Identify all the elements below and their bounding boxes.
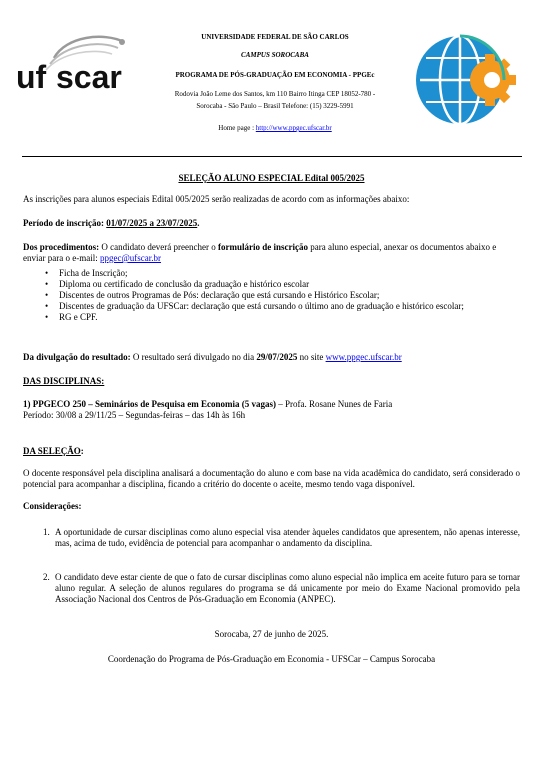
list-item: • RG e CPF. — [45, 312, 520, 323]
period-end: . — [197, 218, 200, 228]
address-line-2: Sorocaba - São Paulo – Brasil Telefone: (15) 3229-5991 — [196, 102, 354, 110]
list-item — [23, 572, 520, 605]
result-text-1: O resultado será divulgado no dia — [130, 352, 257, 362]
footer-line: Coordenação do Programa de Pós-Graduação em Economia - UFSCar – Campus Sorocaba — [107, 654, 436, 664]
globe-gear-icon — [410, 28, 520, 133]
list-item: • Discentes de outros Programas de Pós: declaração que está cursando e Histórico Escolar; — [45, 290, 520, 301]
ufscar-logo — [14, 30, 134, 105]
university-name: UNIVERSIDADE FEDERAL DE SÃO CARLOS — [201, 33, 349, 41]
homepage-line — [140, 124, 410, 133]
course-professor: – Profa. Rosane Nunes de Faria — [276, 399, 393, 409]
result-text-2: no site — [297, 352, 326, 362]
procedures-text-1: O candidato deverá preencher o — [99, 242, 219, 252]
result-date: 29/07/2025 — [256, 352, 298, 362]
item-number: 2. — [43, 572, 50, 582]
documents-list — [23, 268, 520, 323]
course-line — [23, 399, 520, 410]
list-item: • Diploma ou certificado de conclusão da graduação e histórico escolar — [45, 279, 520, 290]
consideration-item-1 — [23, 527, 520, 549]
ufscar-logo-icon — [14, 30, 134, 105]
consideration-item-2 — [23, 572, 520, 605]
intro-paragraph: As inscrições para alunos especiais Edital 005/2025 serão realizadas de acordo com as informações abaixo: — [23, 194, 410, 204]
homepage-label: Home page : — [218, 124, 255, 132]
procedures-label: Dos procedimentos: — [23, 242, 100, 252]
item-number: 1. — [43, 527, 50, 537]
item-text: O candidato deve estar ciente de que o fato de cursar disciplinas como aluno especial não implica em aceite futuro para se tornar aluno regular. A seleção de alunos regulares do programa se dá unicamente por meio do Exame Nacional promovido pela Associação Nacional dos Centros de Pós-Graduação em Economia (ANPEC). — [55, 572, 520, 604]
procedures-paragraph — [23, 242, 520, 264]
header-divider — [22, 156, 522, 157]
list-item: • Discentes de graduação da UFSCar: declaração que está cursando o último ano de graduação e histórico escolar; — [45, 301, 520, 312]
page-title: SELEÇÃO ALUNO ESPECIAL Edital 005/2025 — [178, 173, 365, 183]
procedures-text-2: para aluno especial, anexar os documentos abaixo e enviar para o e-mail: — [23, 242, 497, 263]
selection-paragraph: O docente responsável pela disciplina analisará a documentação do aluno e com base na vida acadêmica do candidato, será considerado o potencial para acompanhar a disciplina, ficando a critério do docente o aceite, mesmo tendo vaga disponível. — [23, 468, 520, 489]
site-link[interactable]: www.ppgec.ufscar.br — [325, 352, 402, 362]
selection-heading — [23, 446, 520, 457]
campus-name: CAMPUS SOROCABA — [241, 51, 309, 59]
item-text: A oportunidade de cursar disciplinas como aluno especial visa atender àqueles candidatos que apresentem, não apenas interesse, mas, acima de tudo, evidência de potencial para acompanhar o andamento da disciplina. — [55, 527, 520, 548]
registration-period — [23, 218, 520, 229]
svg-text:uf: uf — [16, 59, 47, 95]
selection-heading-text: DA SELEÇÃO — [23, 446, 81, 456]
list-item — [23, 527, 520, 549]
homepage-link[interactable]: http://www.ppgec.ufscar.br — [255, 124, 332, 132]
documents-list-wrapper — [23, 268, 520, 323]
course-title: 1) PPGECO 250 – Seminários de Pesquisa em Economia (5 vagas) — [23, 399, 276, 409]
email-link[interactable]: ppgec@ufscar.br — [99, 253, 161, 263]
program-name: PROGRAMA DE PÓS-GRADUAÇÃO EM ECONOMIA - PPGEc — [175, 71, 375, 79]
svg-text:scar: scar — [56, 59, 122, 95]
selection-heading-colon: : — [80, 446, 84, 456]
result-label: Da divulgação do resultado: — [23, 352, 131, 362]
globe-gear-logo — [410, 28, 520, 133]
address-line-1: Rodovia João Leme dos Santos, km 110 Bairro Itinga CEP 18052-780 - — [174, 90, 376, 98]
course-period: Período: 30/08 a 29/11/25 – Segundas-feiras – das 14h às 16h — [23, 410, 246, 420]
period-value: 01/07/2025 a 23/07/2025 — [106, 218, 198, 228]
list-item: • Ficha de Inscrição; — [45, 268, 520, 279]
period-label: Período de inscrição: — [23, 218, 104, 228]
result-paragraph — [23, 352, 520, 363]
disciplines-heading: DAS DISCIPLINAS: — [23, 376, 105, 386]
considerations-label: Considerações: — [23, 501, 82, 511]
form-name: formulário de inscrição — [218, 242, 309, 252]
date-line: Sorocaba, 27 de junho de 2025. — [214, 629, 329, 639]
